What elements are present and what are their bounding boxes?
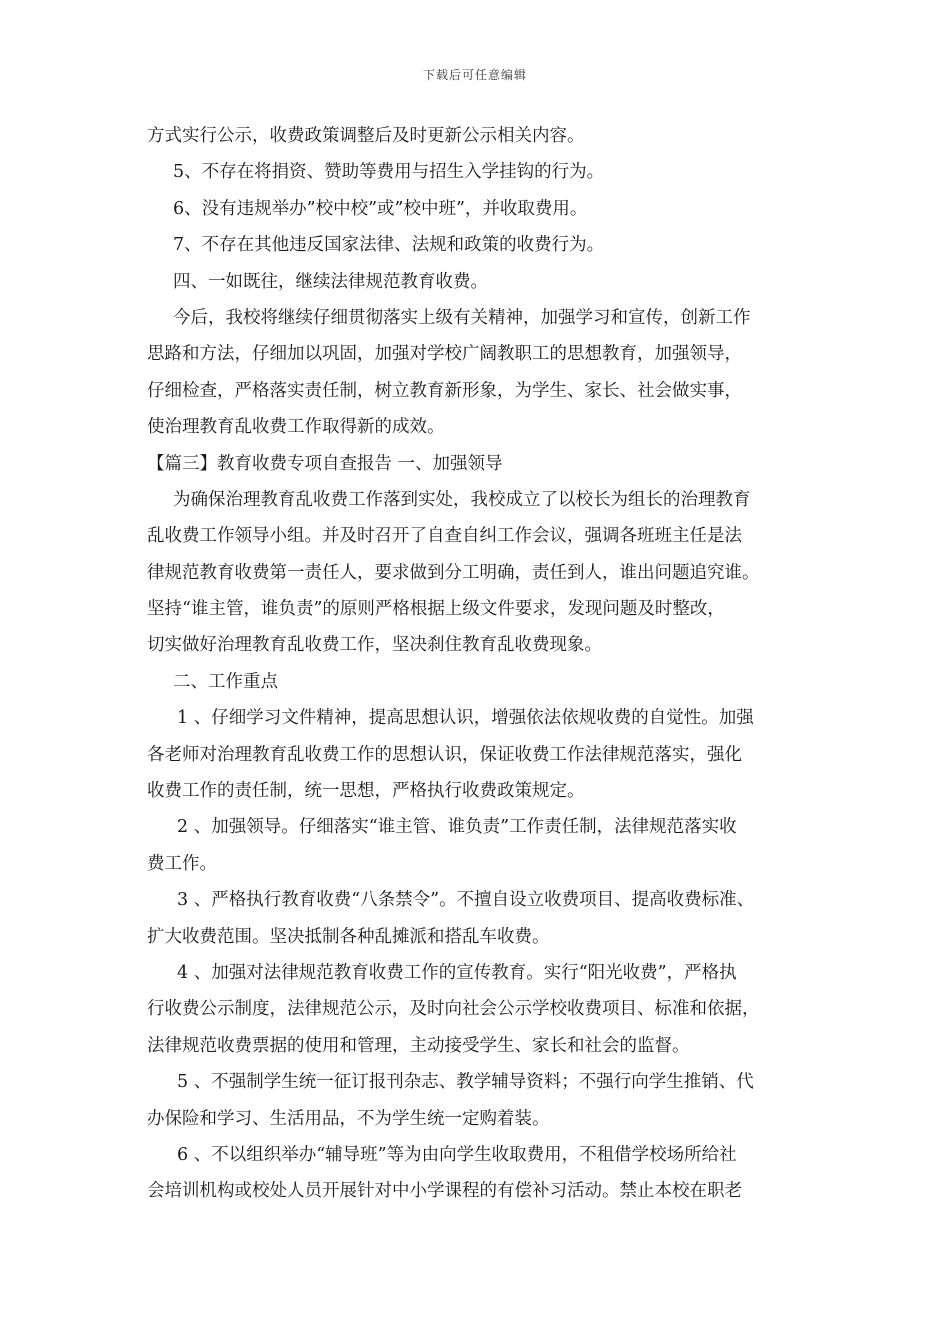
text-line: 思路和方法，仔细加以巩固，加强对学校广阔教职工的思想教育，加强领导， [147,344,742,365]
text-line: 6、没有违规举办”校中校”或”校中班”，并收取费用。 [173,198,588,219]
text-line: 方式实行公示，收费政策调整后及时更新公示相关内容。 [147,126,585,146]
text-line: 1 、仔细学习文件精神，提高思想认识，增强依法依规收费的自觉性。加强 [177,708,754,729]
text-line: 6 、不以组织举办“辅导班”等为由向学生收取费用，不租借学校场所给社 [177,1144,737,1165]
text-line: 为确保治理教育乱收费工作落到实处，我校成立了以校长为组长的治理教育 [173,489,751,510]
text-line: 2 、加强领导。仔细落实“谁主管、谁负责”工作责任制，法律规范落实收 [177,817,737,838]
text-line: 4 、加强对法律规范教育收费工作的宣传教育。实行“阳光收费”，严格执 [177,962,737,983]
text-line: 切实做好治理教育乱收费工作，坚决刹住教育乱收费现象。 [147,635,602,656]
section-heading: 四、一如既往，继续法律规范教育收费。 [173,271,488,292]
section-heading: 二、工作重点 [173,671,278,692]
text-line: 律规范教育收费第一责任人，要求做到分工明确，责任到人，谁出问题追究谁。 [147,562,760,583]
text-line: 乱收费工作领导小组。并及时召开了自查自纠工作会议，强调各班班主任是法 [147,526,742,547]
text-line: 各老师对治理教育乱收费工作的思想认识，保证收费工作法律规范落实，强化 [147,744,742,765]
text-line: 行收费公示制度，法律规范公示，及时向社会公示学校收费项目、标准和依据， [147,999,760,1020]
text-line: 费工作。 [147,853,217,874]
chapter-heading: 【篇三】教育收费专项自查报告 一、加强领导 [147,453,503,474]
text-line: 办保险和学习、生活用品，不为学生统一定购着装。 [147,1108,550,1129]
text-line: 5、不存在将捐资、赞助等费用与招生入学挂钩的行为。 [173,162,605,183]
page-header: 下载后可任意编辑 [422,68,527,82]
text-line: 收费工作的责任制，统一思想，严格执行收费政策规定。 [147,781,585,802]
text-line: 仔细检查，严格落实责任制，树立教育新形象，为学生、家长、社会做实事， [147,380,742,401]
text-line: 会培训机构或校处人员开展针对中小学课程的有偿补习活动。禁止本校在职老 [147,1181,742,1202]
text-line: 今后，我校将继续仔细贯彻落实上级有关精神，加强学习和宣传，创新工作 [173,307,751,328]
text-line: 5 、不强制学生统一征订报刊杂志、教学辅导资料；不强行向学生推销、代 [177,1072,754,1093]
text-line: 法律规范收费票据的使用和管理，主动接受学生、家长和社会的监督。 [147,1035,690,1056]
text-line: 7、不存在其他违反国家法律、法规和政策的收费行为。 [173,235,605,256]
document-body [147,118,812,1210]
text-line: 坚持“谁主管，谁负责”的原则严格根据上级文件要求，发现问题及时整改， [147,599,725,620]
text-line: 使治理教育乱收费工作取得新的成效。 [147,417,445,438]
text-line: 3 、严格执行教育收费“八条禁令”。不擅自设立收费项目、提高收费标准、 [177,890,755,911]
text-line: 扩大收费范围。坚决抵制各种乱摊派和搭乱车收费。 [147,926,550,947]
